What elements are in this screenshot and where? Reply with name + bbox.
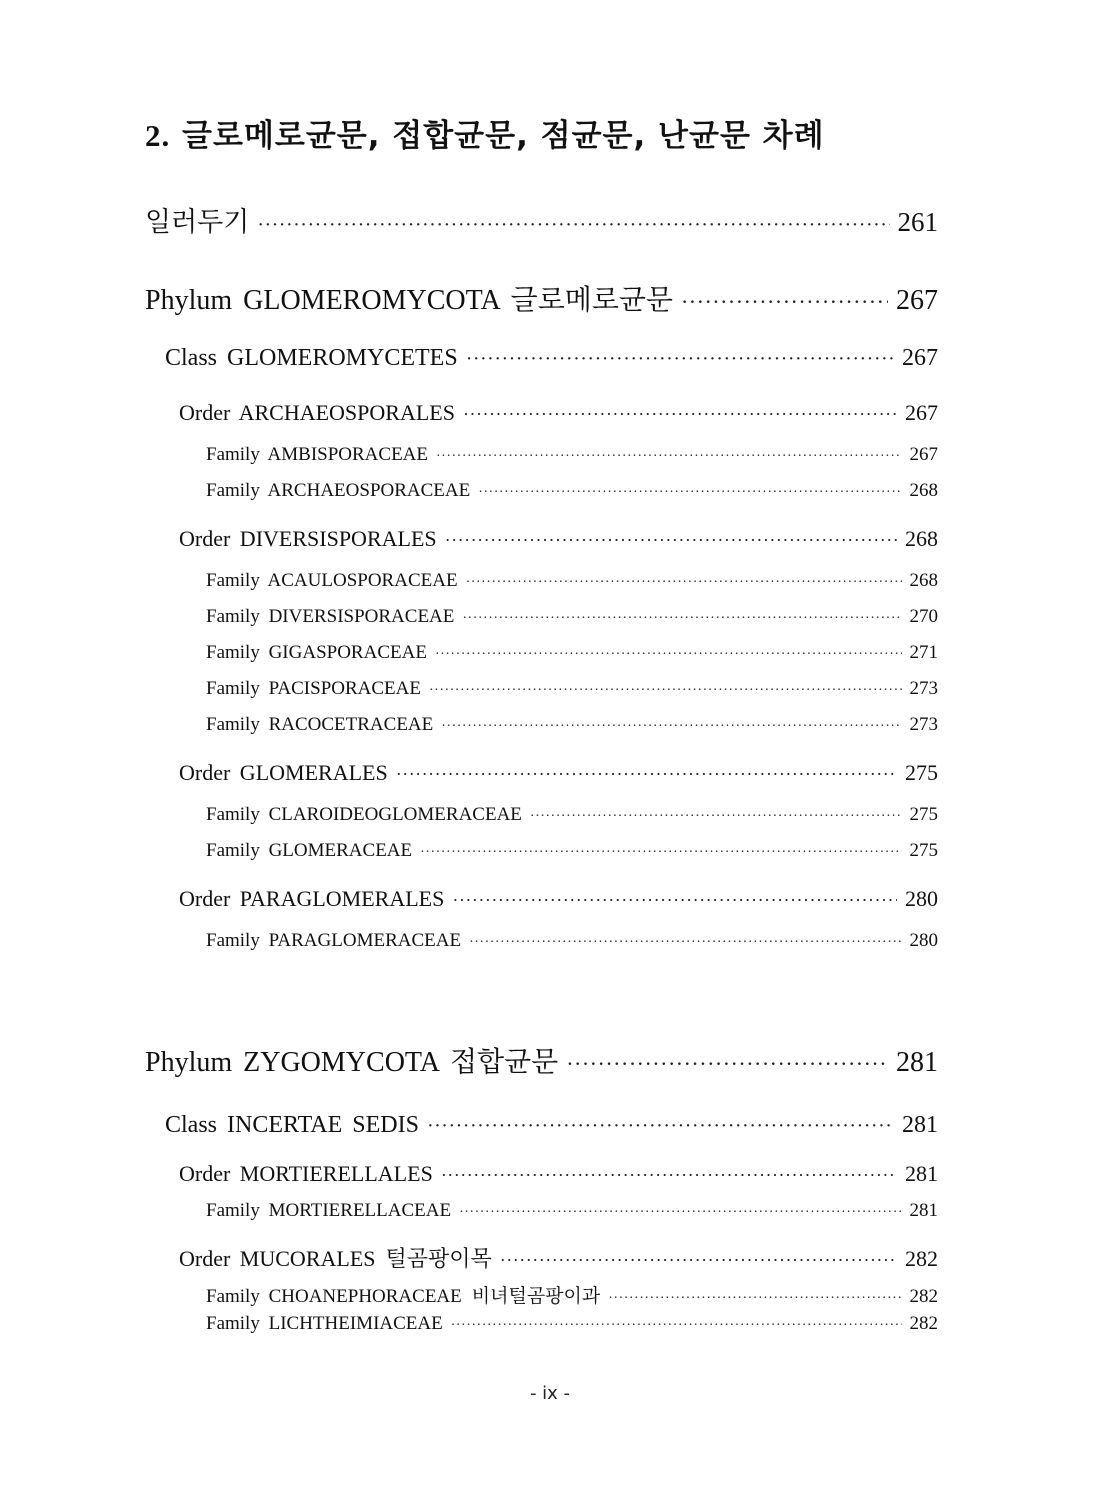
toc-entry-order[interactable] — [179, 760, 938, 786]
toc-entry-page: 281 — [909, 1200, 938, 1221]
toc-entry-page: 282 — [909, 1313, 938, 1334]
toc-entry-order[interactable] — [179, 526, 938, 552]
dot-leader — [566, 1051, 888, 1077]
toc-entry-korean: 털곰팡이목 — [385, 1247, 492, 1272]
dot-leader — [257, 214, 889, 237]
toc-entry-label: Family RACOCETRACEAE — [206, 714, 434, 735]
toc-entry-label: Family ACAULOSPORACEAE — [206, 570, 458, 591]
heading-number: 2. — [145, 118, 171, 153]
toc-entry-page: 275 — [905, 760, 938, 785]
dot-leader — [435, 647, 902, 663]
toc-entry-page: 275 — [909, 840, 938, 861]
toc-entry-family[interactable] — [206, 642, 938, 664]
toc-entry-label: Family PACISPORACEAE — [206, 678, 421, 699]
dot-leader — [608, 1291, 901, 1307]
toc-entry-family[interactable] — [206, 678, 938, 700]
toc-entry-family[interactable] — [206, 1281, 938, 1308]
toc-entry-label: Family LICHTHEIMIACEAE — [206, 1313, 443, 1334]
toc-entry-order[interactable] — [179, 1161, 938, 1187]
toc-entry-page: 281 — [905, 1161, 938, 1186]
page-title — [145, 110, 825, 155]
toc-entry-family[interactable] — [206, 714, 938, 736]
toc-entry-class[interactable] — [165, 1112, 938, 1139]
toc-entry-label: Order DIVERSISPORALES — [179, 526, 437, 551]
toc-entry-order[interactable] — [179, 400, 938, 426]
toc-entry-label: Phylum GLOMEROMYCOTA — [145, 285, 501, 316]
toc-entry-label: Family CLAROIDEOGLOMERACEAE — [206, 804, 522, 825]
dot-leader — [396, 764, 897, 785]
dot-leader — [441, 1165, 897, 1186]
toc-entry-label: Order ARCHAEOSPORALES — [179, 400, 455, 425]
toc-entry-page: 270 — [909, 606, 938, 627]
toc-entry-page: 267 — [896, 285, 938, 316]
toc-entry-page: 261 — [897, 207, 938, 237]
toc-entry-label: Family DIVERSISPORACEAE — [206, 606, 455, 627]
toc-entry-label: Class INCERTAE SEDIS — [165, 1112, 419, 1138]
toc-entry-label: Order PARAGLOMERALES — [179, 886, 445, 911]
toc-entry-label: Class GLOMEROMYCETES — [165, 345, 458, 371]
dot-leader — [466, 348, 894, 371]
dot-leader — [478, 485, 901, 501]
toc-entry-label: Order GLOMERALES — [179, 760, 388, 785]
toc-entry-page: 273 — [909, 714, 938, 735]
toc-entry-label: Family CHOANEPHORACEAE — [206, 1286, 462, 1307]
toc-entry-family[interactable] — [206, 840, 938, 862]
dot-leader — [469, 935, 901, 951]
toc-entry-family[interactable] — [206, 606, 938, 628]
toc-entry-page: 280 — [905, 886, 938, 911]
dot-leader — [420, 845, 901, 861]
toc-entry-family[interactable] — [206, 480, 938, 502]
toc-entry-page: 268 — [905, 526, 938, 551]
toc-entry-order[interactable] — [179, 1242, 938, 1273]
dot-leader — [445, 530, 897, 551]
toc-entry-page: 275 — [909, 804, 938, 825]
dot-leader — [459, 1205, 901, 1221]
toc-entry-family[interactable] — [206, 1200, 938, 1222]
toc-entry-page: 267 — [902, 345, 938, 371]
dot-leader — [452, 890, 897, 911]
toc-entry-intro[interactable] — [145, 200, 938, 239]
dot-leader — [436, 449, 901, 465]
toc-entry-label: Phylum ZYGOMYCOTA — [145, 1047, 440, 1078]
dot-leader — [463, 404, 897, 425]
toc-entry-page: 268 — [909, 480, 938, 501]
toc-entry-phylum[interactable] — [145, 1040, 938, 1080]
dot-leader — [681, 289, 888, 315]
dot-leader — [530, 809, 902, 825]
toc-entry-korean: 비녀털곰팡이과 — [471, 1285, 601, 1307]
dot-leader — [429, 683, 902, 699]
toc-entry-family[interactable] — [206, 1313, 938, 1335]
toc-entry-label: Family GIGASPORACEAE — [206, 642, 427, 663]
dot-leader — [451, 1318, 902, 1334]
toc-entry-class[interactable] — [165, 345, 938, 372]
toc-entry-page: 280 — [909, 930, 938, 951]
toc-entry-korean: 글로메로균문 — [510, 283, 673, 316]
toc-entry-label: Family GLOMERACEAE — [206, 840, 413, 861]
toc-entry-label: Order MORTIERELLALES — [179, 1161, 433, 1186]
toc-entry-label: Family ARCHAEOSPORACEAE — [206, 480, 471, 501]
toc-entry-label: Family MORTIERELLACEAE — [206, 1200, 452, 1221]
heading-text: 글로메로균문, 접합균문, 점균문, 난균문 차례 — [182, 118, 825, 154]
toc-entry-family[interactable] — [206, 804, 938, 826]
toc-entry-korean: 접합균문 — [450, 1045, 559, 1078]
dot-leader — [466, 575, 902, 591]
toc-entry-label: Family AMBISPORACEAE — [206, 444, 429, 465]
toc-entry-label: Family PARAGLOMERACEAE — [206, 930, 462, 951]
toc-entry-family[interactable] — [206, 930, 938, 952]
toc-entry-page: 267 — [909, 444, 938, 465]
toc-entry-page: 282 — [905, 1246, 938, 1271]
toc-entry-order[interactable] — [179, 886, 938, 912]
toc-entry-page: 267 — [905, 400, 938, 425]
toc-entry-page: 282 — [909, 1286, 938, 1307]
dot-leader — [441, 719, 901, 735]
page-number-footer: - ix - — [529, 1383, 571, 1404]
toc-entry-label: 일러두기 — [145, 207, 250, 238]
toc-entry-page: 281 — [902, 1112, 938, 1138]
toc-entry-page: 281 — [896, 1047, 938, 1078]
toc-entry-page: 271 — [909, 642, 938, 663]
toc-entry-page: 273 — [909, 678, 938, 699]
dot-leader — [500, 1250, 897, 1271]
toc-entry-family[interactable] — [206, 570, 938, 592]
dot-leader — [462, 611, 901, 627]
toc-entry-phylum[interactable] — [145, 278, 938, 318]
toc-entry-family[interactable] — [206, 444, 938, 466]
toc-entry-label: Order MUCORALES — [179, 1246, 376, 1271]
dot-leader — [427, 1115, 894, 1138]
toc-entry-page: 268 — [909, 570, 938, 591]
